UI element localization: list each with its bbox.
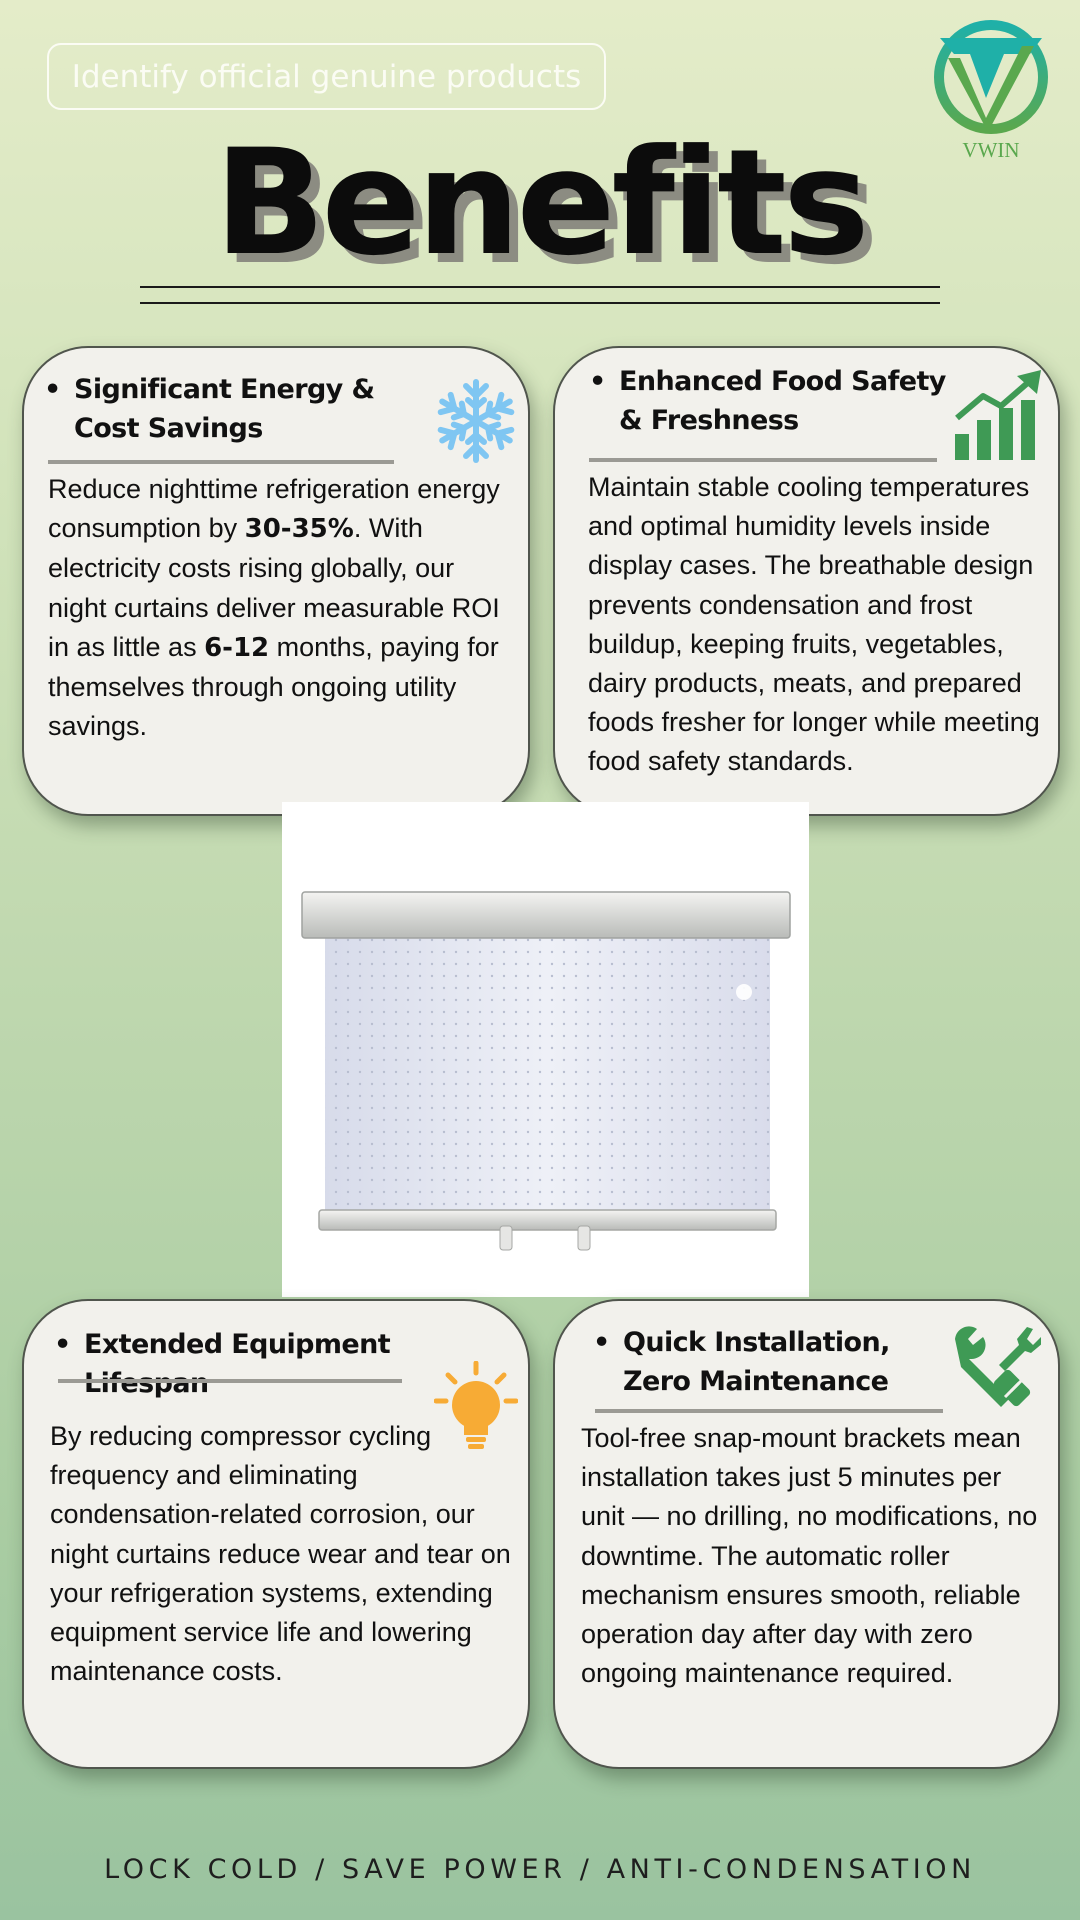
card-heading: Quick Installation, Zero Maintenance: [623, 1327, 890, 1397]
body-text: . With electricity costs rising globally, our night curtains deliver measurable ROI in as little as: [48, 513, 500, 662]
body-text: months, paying for themselves through ongoing utility savings.: [48, 631, 499, 742]
card-divider: [48, 460, 394, 464]
highlight-value: 6-12: [204, 632, 270, 663]
card-divider: [58, 1379, 402, 1383]
card-body: [48, 470, 508, 746]
benefit-card-food-safety: • Enhanced Food Safety & Freshness Maintain stable cooling temperatures and optimal humidity levels inside display cases. The breathable design prevents condensation and frost buildup, keeping fruits, vegetables, dairy products, meats, and prepared foods fresher for longer while meeting food safety standards.: [553, 346, 1060, 816]
body-text: Tool-free snap-mount brackets mean installation takes just 5 minutes per unit — no drilling, no modifications, no downtime. The automatic roller mechanism ensures smooth, reliable operation day after day with zero ongoing maintenance required.: [581, 1423, 1038, 1689]
logo-text: VWIN: [962, 138, 1020, 162]
card-heading: Significant Energy & Cost Savings: [74, 374, 375, 444]
tools-icon: [949, 1325, 1041, 1413]
card-divider: [595, 1409, 943, 1413]
body-text: By reducing compressor cycling frequency and eliminating condensation-related corrosion, our night curtains reduce wear and tear on your refrigeration systems, extending equipment service life and lowering maintenance costs.: [50, 1421, 511, 1687]
card-body: [588, 468, 1053, 782]
card-heading: Extended Equipment Lifespan: [84, 1329, 391, 1399]
benefit-card-installation: • Quick Installation, Zero Maintenance Tool-free snap-mount brackets mean installation takes just 5 minutes per unit — no drilling, no modifications, no downtime. The automatic roller mechanism ensures smooth, reliable operation day after day with zero ongoing maintenance required.: [553, 1299, 1060, 1769]
title-divider: [140, 302, 940, 304]
body-text: Maintain stable cooling temperatures and optimal humidity levels inside display cases. The breathable design prevents condensation and frost buildup, keeping fruits, vegetables, dairy products, meats, and prepared foods fresher for longer while meeting food safety standards.: [588, 472, 1040, 777]
genuine-products-badge[interactable]: Identify official genuine products: [47, 43, 606, 110]
benefit-card-energy: • Significant Energy & Cost Savings Reduce nighttime refrigeration energy consumption by 30-35%. With electricity costs rising globally, our night curtains deliver measurable ROI in as little as 6-12 months, paying for themselves through ongoing utility savings.: [22, 346, 530, 816]
benefit-card-lifespan: • Extended Equipment Lifespan By reducing compressor cycling frequency and eliminating condensation-related corrosion, our night curtains reduce wear and tear on your refrigeration systems, extending equipment service life and lowering maintenance costs.: [22, 1299, 530, 1769]
card-heading: Enhanced Food Safety & Freshness: [619, 366, 946, 436]
card-divider: [589, 458, 937, 462]
footer-tagline: LOCK COLD / SAVE POWER / ANTI-CONDENSATION: [104, 1854, 976, 1885]
night-curtain-product-image: [282, 802, 809, 1297]
card-body: [50, 1417, 520, 1691]
title-divider: [140, 286, 940, 288]
highlight-value: 30-35%: [244, 514, 354, 545]
growth-chart-icon: [953, 370, 1043, 462]
snowflake-icon: [434, 376, 518, 466]
page-title: Benefits: [214, 118, 866, 288]
card-body: [581, 1419, 1051, 1693]
body-text: Reduce nighttime refrigeration energy consumption by: [48, 474, 500, 544]
